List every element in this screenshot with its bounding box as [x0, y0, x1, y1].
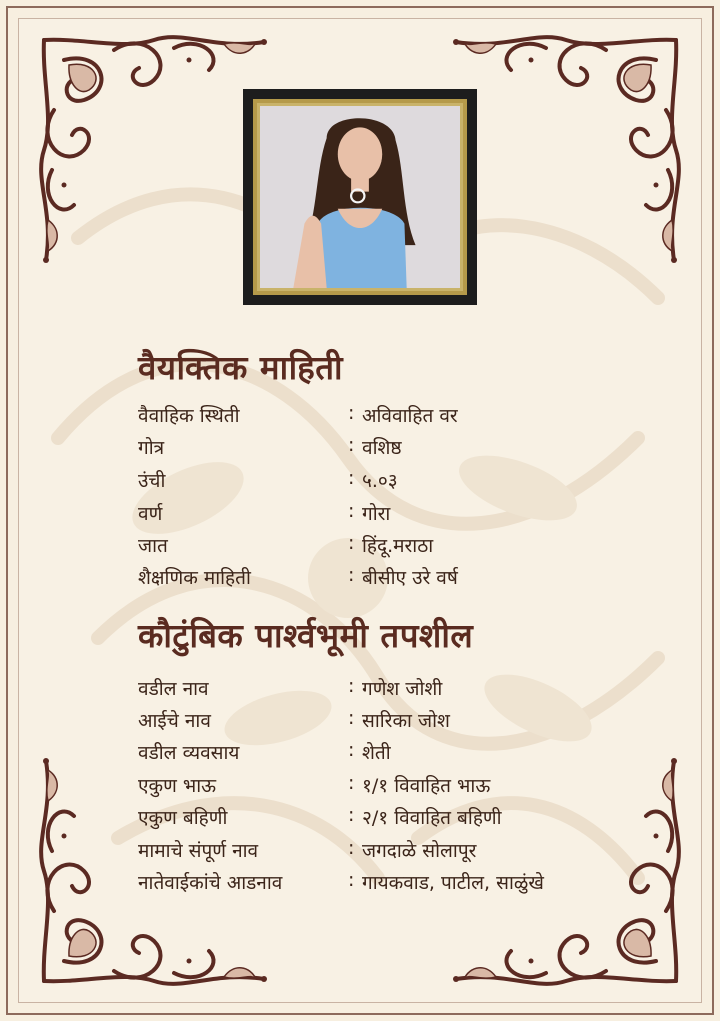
field-colon: :	[348, 869, 355, 891]
field-label: उंची	[138, 470, 166, 492]
field-value: सारिका जोश	[362, 710, 450, 732]
list-item	[138, 739, 658, 769]
field-colon: :	[348, 739, 355, 761]
list-item	[138, 707, 658, 737]
field-colon: :	[348, 467, 355, 489]
list-item	[138, 500, 658, 530]
field-colon: :	[348, 434, 355, 456]
field-colon: :	[348, 804, 355, 826]
field-colon: :	[348, 772, 355, 794]
field-label: वडील व्यवसाय	[138, 742, 240, 764]
list-item	[138, 675, 658, 705]
field-value: बीसीए उरे वर्ष	[362, 567, 458, 589]
field-value: अविवाहित वर	[362, 405, 458, 427]
list-item	[138, 869, 658, 899]
list-item	[138, 564, 658, 594]
profile-photo	[260, 106, 460, 288]
field-label: वडील नाव	[138, 678, 209, 700]
field-colon: :	[348, 500, 355, 522]
field-label: मामाचे संपूर्ण नाव	[138, 840, 259, 862]
family-info-heading: कौटुंबिक पार्श्वभूमी तपशील	[138, 616, 474, 655]
list-item	[138, 402, 658, 432]
field-label: एकुण भाऊ	[138, 775, 217, 797]
field-value: हिंदू.मराठा	[362, 535, 434, 557]
field-value: २/१ विवाहित बहिणी	[362, 807, 502, 829]
field-label: आईचे नाव	[138, 710, 211, 732]
list-item	[138, 804, 658, 834]
floral-corner-ornament-icon	[24, 20, 274, 270]
photo-gold-border	[253, 99, 467, 295]
field-colon: :	[348, 532, 355, 554]
field-colon: :	[348, 402, 355, 424]
field-label: जात	[138, 535, 168, 557]
profile-photo-icon	[260, 106, 460, 288]
field-label: शैक्षणिक माहिती	[138, 567, 251, 589]
field-value: गोरा	[362, 503, 391, 525]
field-colon: :	[348, 675, 355, 697]
personal-info-heading: वैयक्तिक माहिती	[138, 348, 344, 387]
field-value: शेती	[362, 742, 391, 764]
field-colon: :	[348, 707, 355, 729]
list-item	[138, 467, 658, 497]
photo-frame	[243, 89, 477, 305]
list-item	[138, 837, 658, 867]
field-value: जगदाळे सोलापूर	[362, 840, 477, 862]
field-value: वशिष्ठ	[362, 437, 402, 459]
field-colon: :	[348, 837, 355, 859]
field-value: गायकवाड, पाटील, साळुंखे	[362, 872, 544, 894]
field-label: नातेवाईकांचे आडनाव	[138, 872, 283, 894]
field-value: ५.०३	[362, 470, 398, 492]
field-label: एकुण बहिणी	[138, 807, 228, 829]
field-label: वर्ण	[138, 503, 163, 525]
field-value: १/१ विवाहित भाऊ	[362, 775, 491, 797]
list-item	[138, 772, 658, 802]
field-colon: :	[348, 564, 355, 586]
field-label: वैवाहिक स्थिती	[138, 405, 240, 427]
floral-corner-ornament-icon	[446, 20, 696, 270]
list-item	[138, 434, 658, 464]
list-item	[138, 532, 658, 562]
field-label: गोत्र	[138, 437, 165, 459]
field-value: गणेश जोशी	[362, 678, 443, 700]
